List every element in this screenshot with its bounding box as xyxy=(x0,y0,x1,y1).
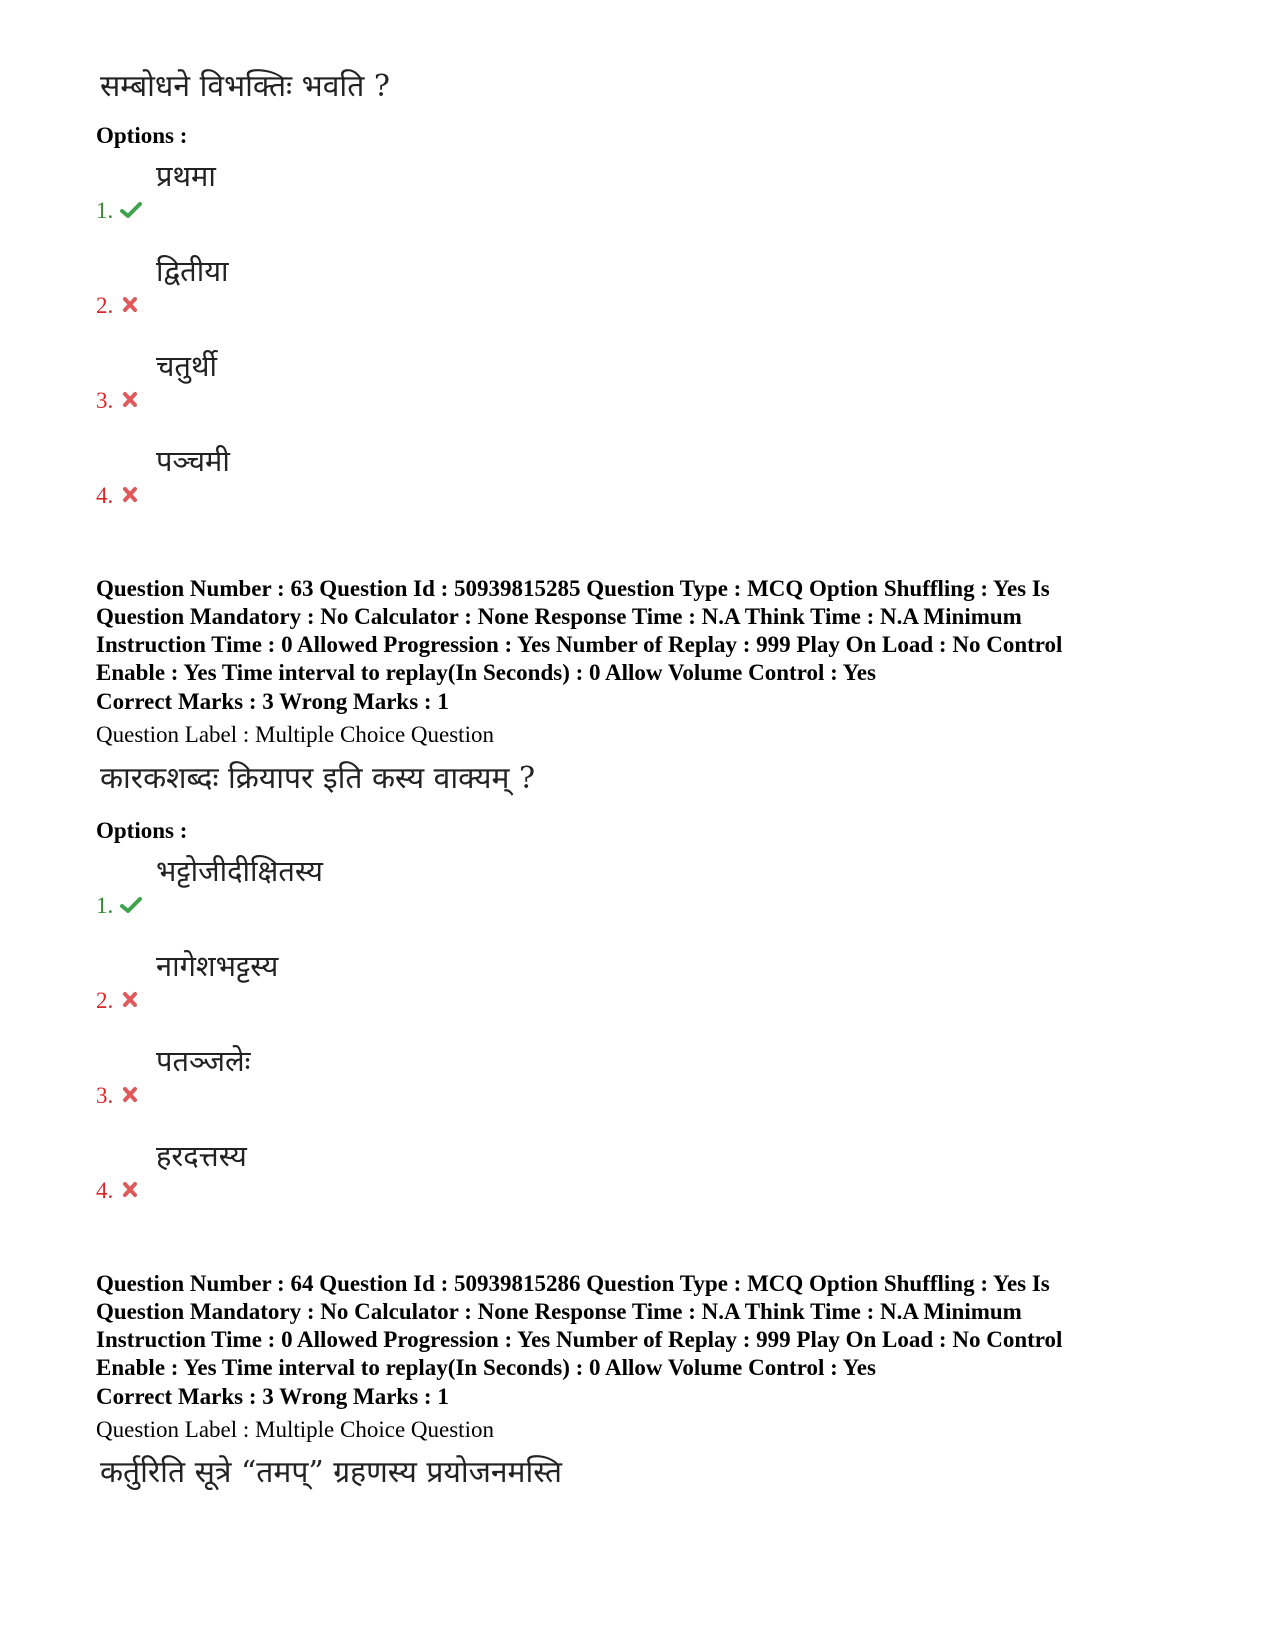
option-text: पञ्चमी xyxy=(156,444,230,478)
cross-icon xyxy=(120,991,142,1009)
option-text: प्रथमा xyxy=(156,159,216,193)
option-number: 3. xyxy=(96,1083,114,1108)
check-icon xyxy=(120,201,142,219)
cross-icon xyxy=(120,391,142,409)
option-number: 1. xyxy=(96,893,114,918)
option-number: 4. xyxy=(96,483,114,508)
meta-line: Enable : Yes Time interval to replay(In Seconds) : 0 Allow Volume Control : Yes xyxy=(96,660,876,685)
question-63-meta xyxy=(96,575,1196,687)
check-icon xyxy=(120,896,142,914)
question-63-label: Question Label : Multiple Choice Question xyxy=(96,722,494,747)
cross-icon xyxy=(120,1086,142,1104)
meta-line: Instruction Time : 0 Allowed Progression : Yes Number of Replay : 999 Play On Load : No Control xyxy=(96,1327,1063,1352)
meta-line: Question Number : 63 Question Id : 50939815285 Question Type : MCQ Option Shuffling : Yes Is xyxy=(96,576,1050,601)
option-q62-2 xyxy=(96,254,596,318)
option-q63-1 xyxy=(96,854,596,918)
question-64-text: कर्तुरिति सूत्रे “तमप्” ग्रहणस्य प्रयोजनमस्ति xyxy=(100,1455,563,1490)
question-63-marks: Correct Marks : 3 Wrong Marks : 1 xyxy=(96,689,449,714)
cross-icon xyxy=(120,1181,142,1199)
option-q62-1 xyxy=(96,159,596,223)
option-text: नागेशभट्टस्य xyxy=(156,949,279,983)
option-q62-4 xyxy=(96,444,596,508)
option-text: हरदत्तस्य xyxy=(156,1139,247,1173)
option-text: पतञ्जलेः xyxy=(156,1044,251,1078)
option-text: भट्टोजीदीक्षितस्य xyxy=(156,854,323,888)
option-q63-3 xyxy=(96,1044,596,1108)
cross-icon xyxy=(120,486,142,504)
option-q63-4 xyxy=(96,1139,596,1203)
option-q62-3 xyxy=(96,349,596,413)
option-number: 2. xyxy=(96,293,114,318)
options-label: Options : xyxy=(96,818,188,843)
question-62-text: सम्बोधने विभक्तिः भवति ? xyxy=(100,69,390,104)
options-label: Options : xyxy=(96,123,188,148)
option-number: 1. xyxy=(96,198,114,223)
cross-icon xyxy=(120,296,142,314)
question-63-text: कारकशब्दः क्रियापर इति कस्य वाक्यम् ? xyxy=(100,761,536,796)
option-number: 2. xyxy=(96,988,114,1013)
meta-line: Question Number : 64 Question Id : 50939815286 Question Type : MCQ Option Shuffling : Yes Is xyxy=(96,1271,1050,1296)
meta-line: Question Mandatory : No Calculator : None Response Time : N.A Think Time : N.A Minimum xyxy=(96,604,1022,629)
question-64-marks: Correct Marks : 3 Wrong Marks : 1 xyxy=(96,1384,449,1409)
meta-line: Instruction Time : 0 Allowed Progression : Yes Number of Replay : 999 Play On Load : No Control xyxy=(96,632,1063,657)
option-text: चतुर्थी xyxy=(156,349,217,383)
question-64-meta xyxy=(96,1270,1196,1382)
option-number: 3. xyxy=(96,388,114,413)
meta-line: Question Mandatory : No Calculator : None Response Time : N.A Think Time : N.A Minimum xyxy=(96,1299,1022,1324)
question-64-label: Question Label : Multiple Choice Question xyxy=(96,1417,494,1442)
option-number: 4. xyxy=(96,1178,114,1203)
meta-line: Enable : Yes Time interval to replay(In Seconds) : 0 Allow Volume Control : Yes xyxy=(96,1355,876,1380)
option-text: द्वितीया xyxy=(156,254,229,288)
option-q63-2 xyxy=(96,949,596,1013)
